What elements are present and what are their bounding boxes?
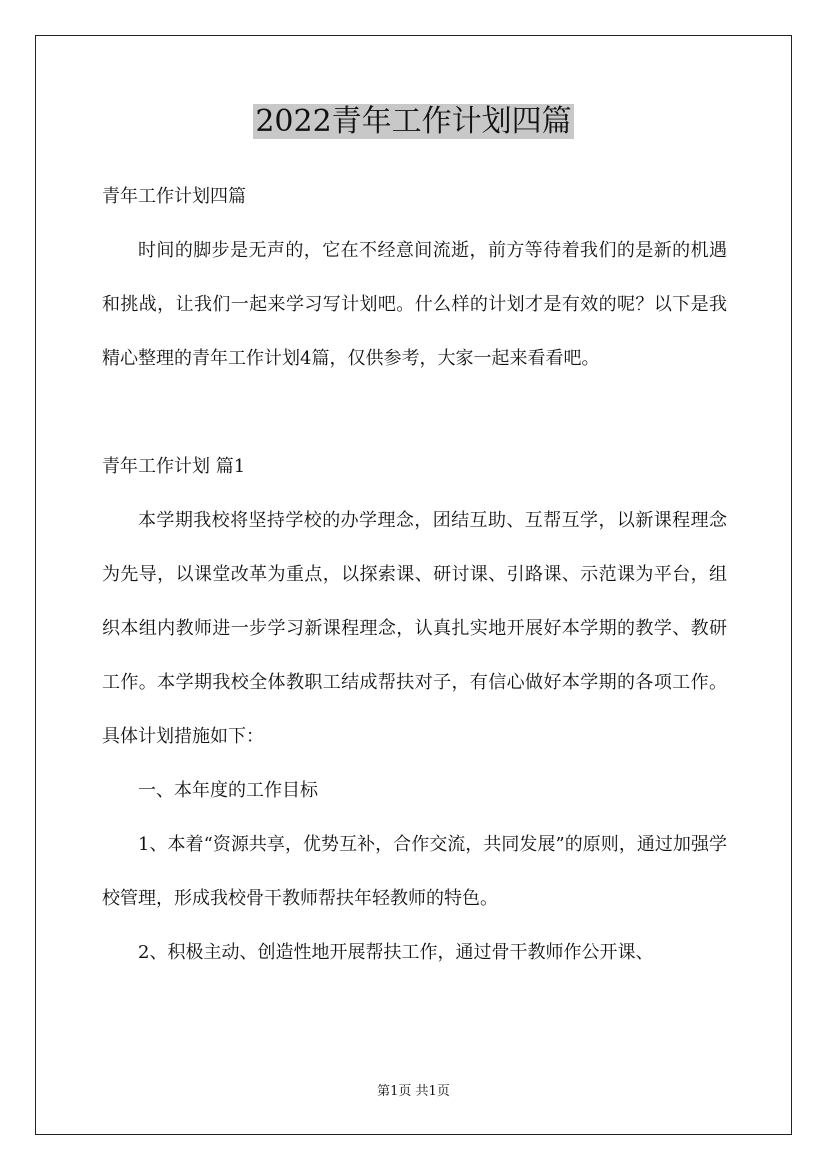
document-title (0, 98, 827, 146)
goal-item-1: 1、本着“资源共享，优势互补，合作交流，共同发展”的原则，通过加强学校管理，形成我校骨干教师帮扶年轻教师的特色。 (102, 834, 727, 909)
blank-line (102, 386, 727, 440)
subtitle: 青年工作计划四篇 (102, 186, 246, 207)
document-body (102, 170, 727, 980)
document-title-text: 2022青年工作计划四篇 (255, 104, 572, 139)
goal-item-2: 2、积极主动、创造性地开展帮扶工作，通过骨干教师作公开课、 (138, 942, 654, 963)
body-paragraph: 本学期我校将坚持学校的办学理念，团结互助、互帮互学，以新课程理念为先导，以课堂改革为重点，以探索课、研讨课、引路课、示范课为平台，组织本组内教师进一步学习新课程理念，认真扎实地开展好本学期的教学、教研工作。本学期我校全体教职工结成帮扶对子，有信心做好本学期的各项工作。具体计划措施如下： (102, 510, 727, 747)
page-footer: 第1页 共1页 (377, 1084, 450, 1099)
intro-paragraph: 时间的脚步是无声的，它在不经意间流逝，前方等待着我们的是新的机遇和挑战，让我们一起来学习写计划吧。什么样的计划才是有效的呢？以下是我精心整理的青年工作计划4篇，仅供参考，大家一起来看看吧。 (102, 240, 727, 369)
section-heading: 青年工作计划 篇1 (102, 456, 246, 477)
goal-heading: 一、本年度的工作目标 (138, 780, 318, 801)
